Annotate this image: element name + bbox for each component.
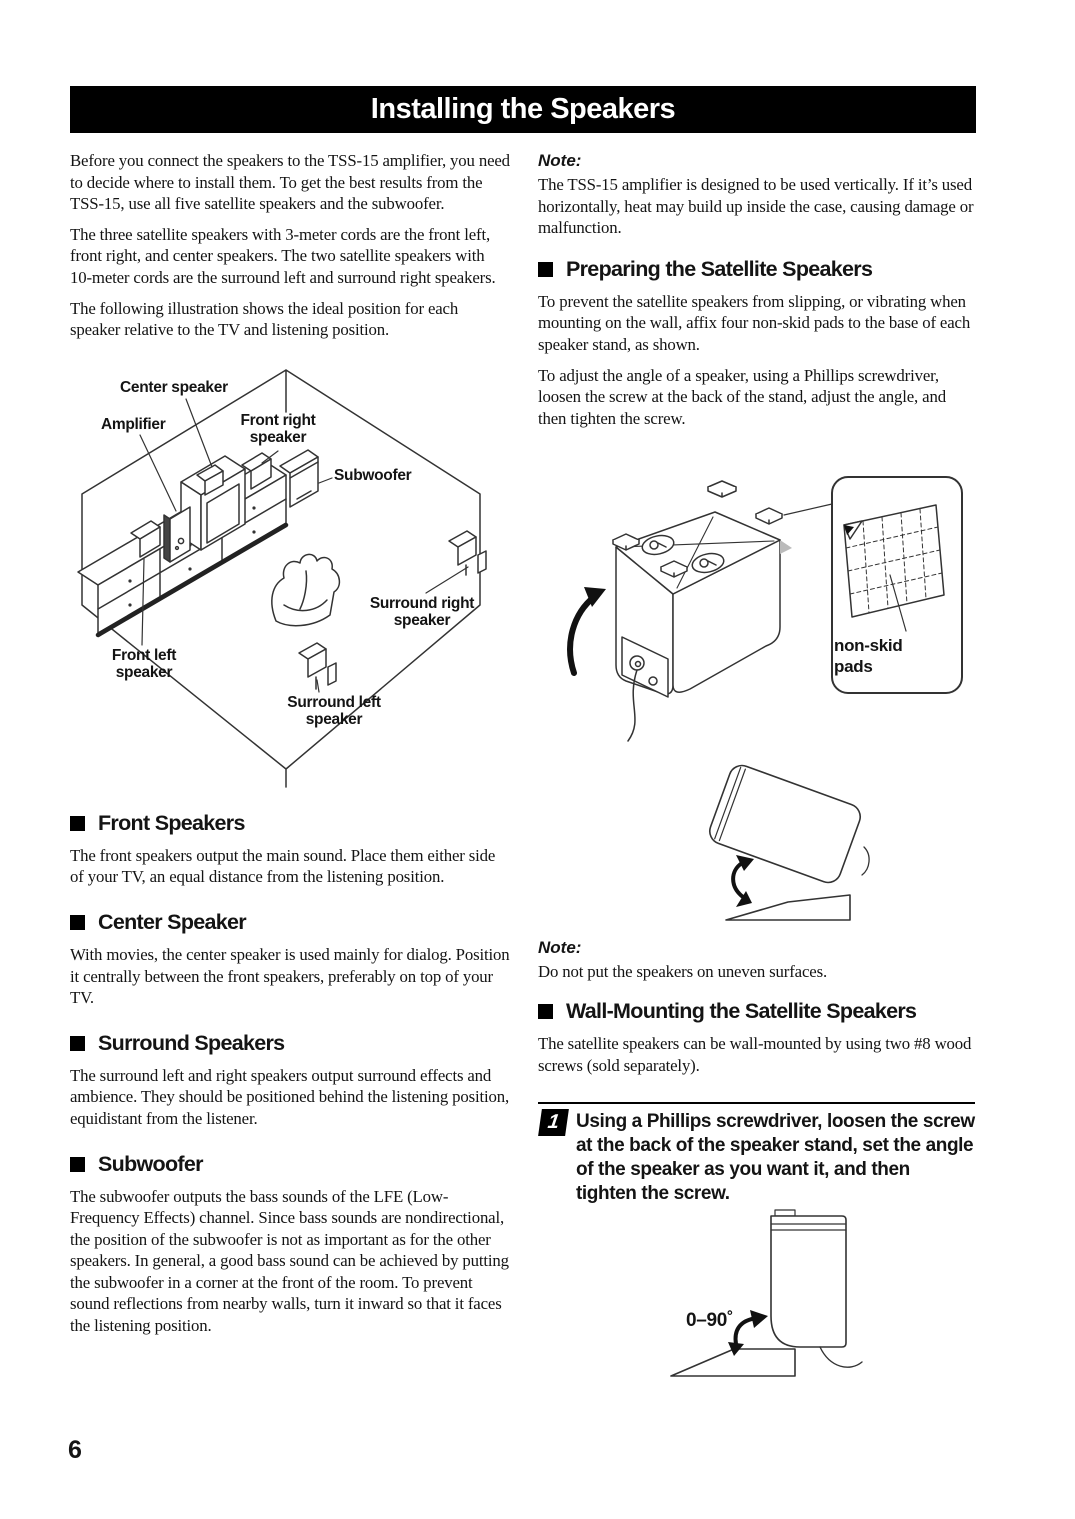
- screw-cord: [862, 847, 869, 875]
- section-heading-wall-mounting: [538, 999, 975, 1024]
- section-heading-preparing: [538, 257, 975, 282]
- section-body: To adjust the angle of a speaker, using a Phillips screwdriver, loosen the screw at the back of the stand, adjust the angle, and then tighten the screw.: [538, 365, 946, 428]
- section-bullet-icon: [70, 816, 85, 831]
- page-title-banner: [70, 86, 976, 133]
- angle-range-illustration: [538, 1206, 975, 1436]
- section-heading-text: Front Speakers: [98, 810, 245, 835]
- right-column: [538, 150, 975, 1436]
- non-skid-pads-label: non-skid pads: [834, 636, 903, 677]
- pad-sheet: [844, 505, 944, 631]
- angle-adjust-illustration: [538, 755, 975, 927]
- section-body: The front speakers output the main sound. Place them either side of your TV, an equal distance from the listening position.: [70, 845, 496, 887]
- room-label-surround-left: Surround left speaker: [287, 693, 381, 729]
- room-label-surround-right: Surround right speaker: [369, 594, 475, 630]
- speaker-cord: [820, 1347, 862, 1367]
- section-heading-subwoofer: [70, 1152, 510, 1177]
- non-skid-pads-illustration: [538, 447, 975, 745]
- room-label-front-right: Front right speaker: [240, 411, 316, 447]
- angle-range-drawing: [538, 1206, 975, 1436]
- note-body: The TSS-15 amplifier is designed to be used vertically. If it’s used horizontally, heat may build up inside the case, causing damage or malfunction.: [538, 175, 974, 238]
- note-label: Note:: [538, 151, 582, 170]
- section-bullet-icon: [70, 1036, 85, 1051]
- section-body: The surround left and right speakers output surround effects and ambience. They should be positioned behind the listening position, equidistant from the listener.: [70, 1065, 510, 1128]
- section-heading-text: Subwoofer: [98, 1151, 203, 1176]
- section-bullet-icon: [538, 1004, 553, 1019]
- page-title: Installing the Speakers: [370, 93, 676, 125]
- left-column: [70, 150, 510, 1346]
- intro-paragraph: Before you connect the speakers to the TSS-15 amplifier, you need to decide where to install them. To get the best results from the TSS-15, use all five satellite speakers and the subwoofer.: [70, 151, 510, 214]
- angle-range-label: 0–90˚: [686, 1310, 734, 1332]
- armchair: [272, 554, 340, 625]
- section-heading-surround-speakers: [70, 1031, 510, 1056]
- section-bullet-icon: [538, 262, 553, 277]
- step-number-badge: 1: [538, 1109, 569, 1136]
- room-label-subwoofer: Subwoofer: [334, 466, 412, 484]
- section-heading-front-speakers: [70, 811, 510, 836]
- section-body: The subwoofer outputs the bass sounds of the LFE (Low-Frequency Effects) channel. Since bass sounds are nondirectional, the position of the subwoofer is not as important as for the other speakers. In general, a good bass sound can be achieved by putting the subwoofer in a corner at the front of the room. To prevent sound reflections from nearby walls, turn it inward so that it faces the listening position.: [70, 1186, 509, 1336]
- section-body: The satellite speakers can be wall-mounted by using two #8 wood screws (sold separately).: [538, 1033, 972, 1075]
- note-label: Note:: [538, 938, 582, 958]
- angle-adjust-drawing: [538, 755, 975, 927]
- section-bullet-icon: [70, 1157, 85, 1172]
- non-skid-pads-drawing: [538, 447, 975, 745]
- room-label-front-left: Front left speaker: [111, 646, 177, 682]
- section-heading-center-speaker: [70, 910, 510, 935]
- room-label-center-speaker: Center speaker: [120, 378, 228, 396]
- page-number: 6: [68, 1436, 82, 1464]
- step-1: [538, 1102, 975, 1206]
- upright-speaker: [771, 1210, 862, 1367]
- intro-paragraph: The three satellite speakers with 3-meter cords are the front left, front right, and center speakers. The two satellite speakers with 10-meter cords are the surround left and surround right speakers.: [70, 224, 496, 287]
- note-body: Do not put the speakers on uneven surfaces.: [538, 962, 828, 982]
- room-label-amplifier: Amplifier: [101, 415, 166, 433]
- section-heading-text: Wall-Mounting the Satellite Speakers: [566, 998, 917, 1023]
- section-body: With movies, the center speaker is used mainly for dialog. Position it centrally between the front speakers, preferably on top of your TV.: [70, 944, 510, 1008]
- intro-paragraph: The following illustration shows the ideal position for each speaker relative to the TV and listening position.: [70, 298, 459, 340]
- tilt-arrow: [733, 863, 743, 897]
- section-heading-text: Center Speaker: [98, 909, 246, 934]
- upside-down-speaker: [616, 512, 792, 741]
- rotate-arrow: [570, 597, 594, 673]
- section-heading-text: Surround Speakers: [98, 1030, 285, 1055]
- section-bullet-icon: [70, 915, 85, 930]
- step-instruction: Using a Phillips screwdriver, loosen the screw at the back of the speaker stand, set the angle of the speaker as you want it, and then tighten the screw.: [576, 1111, 975, 1205]
- room-illustration: [70, 357, 510, 789]
- tilted-speaker: [706, 762, 864, 886]
- section-heading-text: Preparing the Satellite Speakers: [566, 256, 873, 281]
- section-body: To prevent the satellite speakers from slipping, or vibrating when mounting on the wall, affix four non-skid pads to the base of each speaker stand, as shown.: [538, 291, 971, 354]
